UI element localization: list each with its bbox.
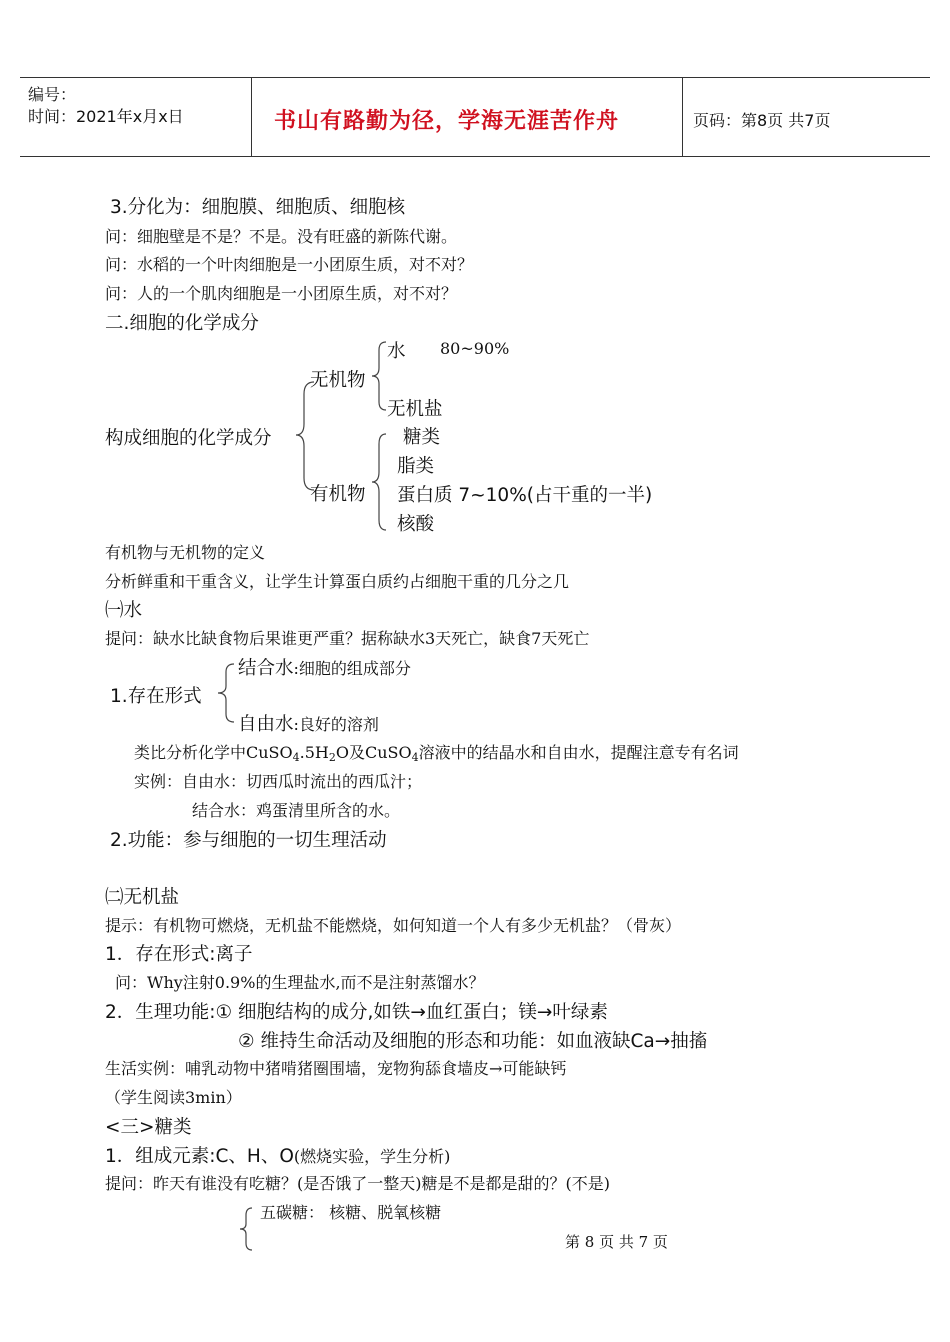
tree-protein: 蛋白质 7~10%(占干重的一半) — [397, 485, 653, 506]
line-differentiation: 3.分化为：细胞膜、细胞质、细胞核 — [110, 197, 406, 218]
line-life-example: 生活实例：哺乳动物中猪啃猪圈围墙，宠物狗舔食墙皮→可能缺钙 — [105, 1059, 567, 1078]
tree-nucleic: 核酸 — [397, 514, 435, 535]
tree-water-pct: 80~90% — [440, 339, 510, 358]
line-salt-question: 问：Why注射0.9%的生理盐水,而不是注射蒸馏水？ — [115, 973, 485, 992]
sugar-brace — [240, 1206, 254, 1252]
section-heading-chemical: 二.细胞的化学成分 — [105, 313, 259, 334]
line-definition: 有机物与无机物的定义 — [105, 543, 266, 562]
bound-water-term: 结合水 — [238, 658, 294, 679]
header-number: 编号： — [28, 85, 77, 104]
header-divider-right — [682, 77, 683, 157]
line-salt-hint: 提示：有机物可燃烧，无机盐不能燃烧，如何知道一个人有多少无机盐？（骨灰） — [105, 916, 682, 935]
salt-form: 1．存在形式:离子 — [105, 944, 253, 965]
salt-function-2: ② 维持生命活动及细胞的形态和功能：如血液缺Ca→抽搐 — [238, 1031, 708, 1052]
line-analysis: 分析鲜重和干重含义，让学生计算蛋白质约占细胞干重的几分之几 — [105, 572, 570, 591]
sugar-elements-note: (燃烧实验，学生分析) — [293, 1147, 451, 1166]
water-form-label: 1.存在形式 — [110, 686, 202, 707]
line-question-rice-cell: 问：水稻的一个叶肉细胞是一小团原生质，对不对？ — [105, 255, 474, 274]
line-question-cell-wall: 问：细胞壁是不是？不是。没有旺盛的新陈代谢。 — [105, 227, 458, 246]
free-water-term: 自由水 — [238, 714, 294, 735]
line-example-bound: 结合水：鸡蛋清里所含的水。 — [192, 801, 401, 820]
header-bottom-border — [20, 156, 930, 157]
footer-page-number: 第 8 页 共 7 页 — [565, 1233, 668, 1251]
tree-brace-main — [296, 380, 316, 492]
tree-brace-organic — [372, 432, 388, 532]
tree-root: 构成细胞的化学成分 — [105, 428, 272, 449]
line-example-free: 实例：自由水：切西瓜时流出的西瓜汁； — [134, 772, 423, 791]
salt-function-1: 2．生理功能:① 细胞结构的成分,如铁→血红蛋白；镁→叶绿素 — [105, 1002, 608, 1023]
sugar-elements: 1．组成元素:C、H、O — [105, 1146, 294, 1167]
line-student-reading: （学生阅读3min） — [105, 1088, 242, 1107]
free-water-line — [238, 710, 379, 736]
bound-water-desc: :细胞的组成部分 — [293, 659, 411, 678]
bound-water-line — [238, 654, 411, 680]
water-form-brace — [218, 662, 236, 724]
header-page: 页码：第8页 共7页 — [693, 111, 831, 130]
line-water-question: 提问：缺水比缺食物后果谁更严重？据称缺水3天死亡，缺食7天死亡 — [105, 629, 590, 648]
tree-salt: 无机盐 — [387, 399, 443, 420]
line-sugar-question: 提问：昨天有谁没有吃糖？(是否饿了一整天)糖是不是都是甜的？(不是) — [105, 1174, 610, 1193]
tree-brace-inorganic — [372, 340, 388, 412]
header-divider-left — [251, 77, 252, 157]
tree-sugar: 糖类 — [403, 427, 441, 448]
header-date: 时间：2021年x月x日 — [28, 107, 184, 126]
tree-lipid: 脂类 — [397, 456, 435, 477]
header-top-border — [20, 77, 930, 78]
tree-inorganic: 无机物 — [310, 370, 366, 391]
header-motto: 书山有路勤为径，学海无涯苦作舟 — [274, 108, 620, 134]
line-question-muscle-cell: 问：人的一个肌肉细胞是一小团原生质，对不对？ — [105, 284, 458, 303]
section-heading-salt: ㈡无机盐 — [105, 887, 180, 908]
section-heading-water: ㈠水 — [105, 600, 143, 621]
line-pentose: 五碳糖： 核糖、脱氧核糖 — [260, 1203, 442, 1222]
water-function: 2.功能：参与细胞的一切生理活动 — [110, 830, 387, 851]
free-water-desc: :良好的溶剂 — [293, 715, 379, 734]
sugar-elements-line — [105, 1142, 450, 1168]
line-analogy: 类比分析化学中$CuSO_4.5H_2O$及CuSO$_4$溶液中的结晶水和自由水，提醒注意专有名词 — [134, 743, 739, 764]
section-heading-sugar: <三>糖类 — [105, 1117, 192, 1138]
tree-organic: 有机物 — [310, 484, 366, 505]
tree-water: 水 — [387, 341, 406, 362]
